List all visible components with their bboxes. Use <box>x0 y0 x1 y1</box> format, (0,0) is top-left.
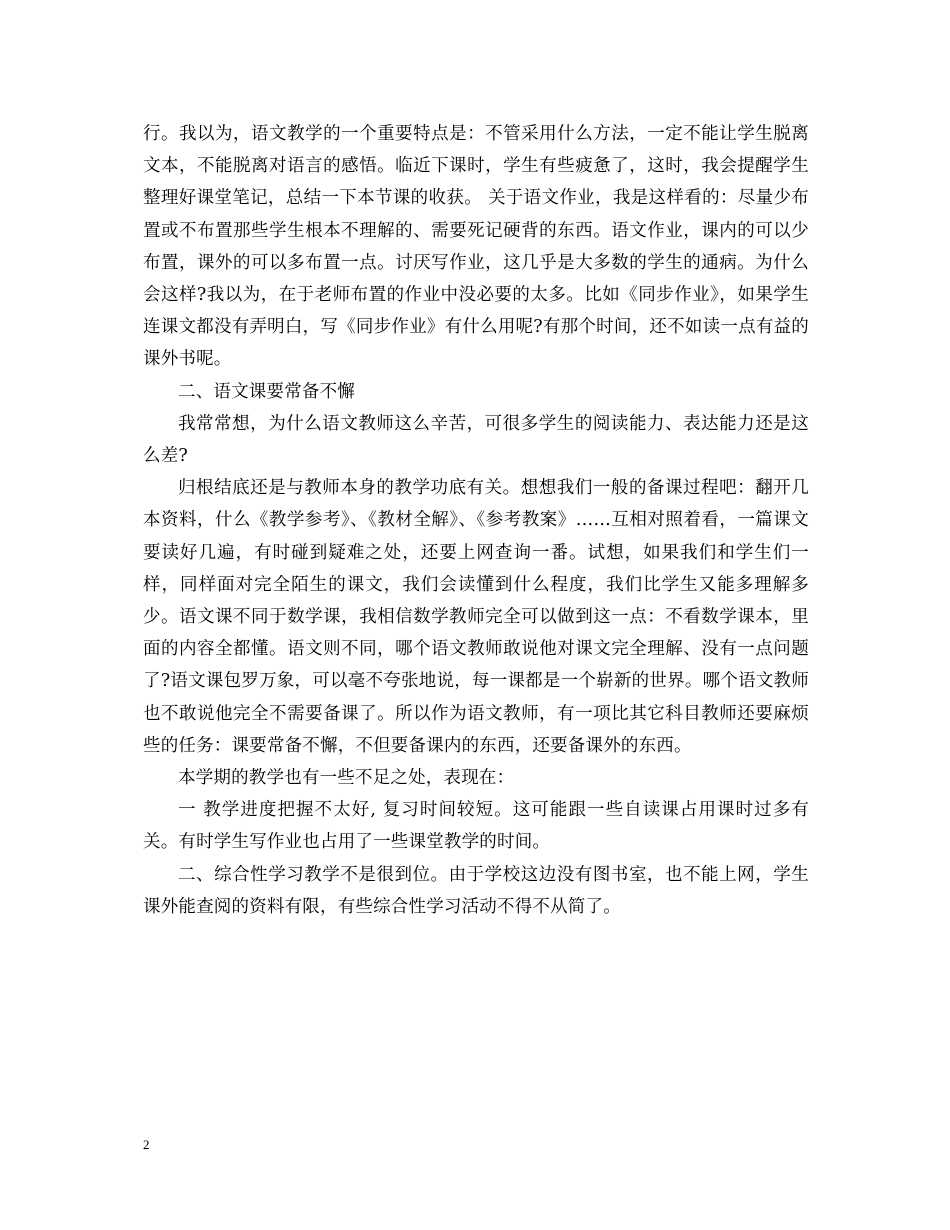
document-body <box>143 118 809 923</box>
paragraph-5: 本学期的教学也有一些不足之处，表现在： <box>178 768 515 789</box>
paragraph-1: 行。我以为，语文教学的一个重要特点是：不管采用什么方法，一定不能让学生脱离文本，不能脱离对语言的感悟。临近下课时，学生有些疲惫了，这时，我会提醒学生整理好课堂笔记，总结一下本节课的收获。 关于语文作业，我是这样看的：尽量少布置或不布置那些学生根本不理解的、需要死记硬背的东西。语文作业，课内的可以少布置，课外的可以多布置一点。讨厌写作业，这几乎是大多数的学生的通病。为什么会这样?我以为，在于老师布置的作业中没必要的太多。比如《同步作业》，如果学生连课文都没有弄明白，写《同步作业》有什么用呢?有那个时间，还不如读一点有益的课外书呢。 <box>143 124 809 370</box>
section-heading-2: 二、语文课要常备不懈 <box>178 381 355 402</box>
paragraph-6: 一 教学进度把握不太好, 复习时间较短。这可能跟一些自读课占用课时过多有关。有时学生写作业也占用了一些课堂教学的时间。 <box>143 800 809 853</box>
page-number: 2 <box>143 1137 150 1152</box>
paragraph-7: 二、综合性学习教学不是很到位。由于学校这边没有图书室，也不能上网，学生课外能查阅的资料有限，有些综合性学习活动不得不从简了。 <box>143 864 809 917</box>
paragraph-3: 我常常想，为什么语文教师这么辛苦，可很多学生的阅读能力、表达能力还是这么差? <box>143 413 809 467</box>
paragraph-4: 归根结底还是与教师本身的教学功底有关。想想我们一般的备课过程吧：翻开几本资料，什么《教学参考》、《教材全解》、《参考教案》……互相对照着看，一篇课文要读好几遍，有时碰到疑难之处，还要上网查询一番。试想，如果我们和学生们一样，同样面对完全陌生的课文，我们会读懂到什么程度，我们比学生又能多理解多少。语文课不同于数学课，我相信数学教师完全可以做到这一点：不看数学课本，里面的内容全都懂。语文则不同，哪个语文教师敢说他对课文完全理解、没有一点问题了?语文课包罗万象，可以毫不夸张地说，每一课都是一个崭新的世界。哪个语文教师也不敢说他完全不需要备课了。所以作为语文教师，有一项比其它科目教师还要麻烦些的任务：课要常备不懈，不但要备课内的东西，还要备课外的东西。 <box>143 478 809 756</box>
